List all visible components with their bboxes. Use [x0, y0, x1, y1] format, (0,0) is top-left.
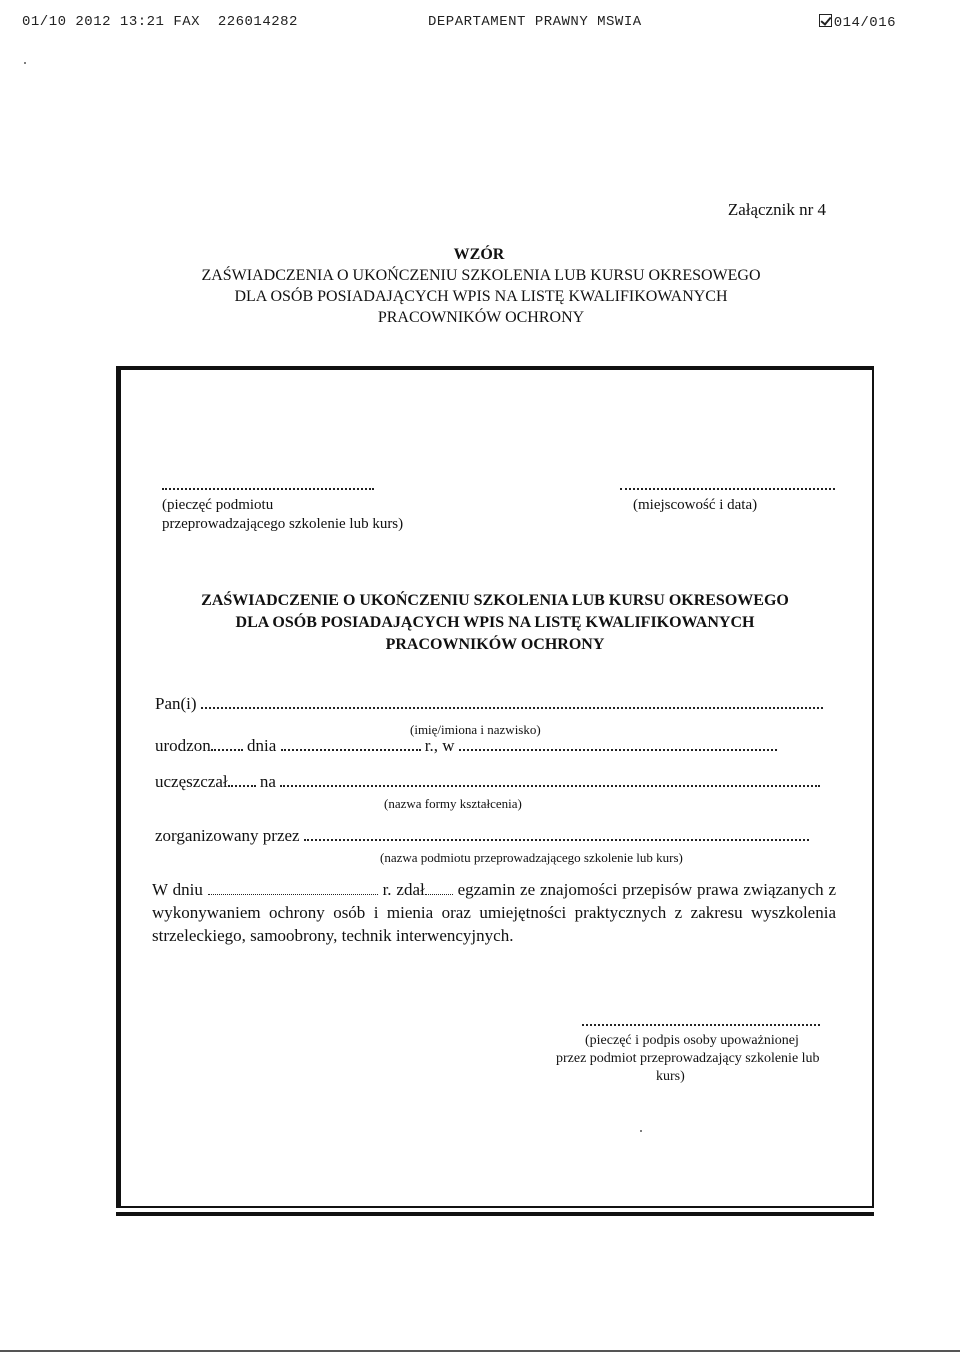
place-date-field: [620, 480, 835, 515]
fax-datetime: 01/10 2012 13:21 FAX 226014282: [22, 14, 298, 30]
certificate-title-line-0: ZAŚWIADCZENIE O UKOŃCZENIU SZKOLENIA LUB KURSU OKRESOWEGO: [201, 592, 789, 609]
gender-suffix-field[interactable]: [211, 739, 243, 751]
signature-caption-line3: kurs): [656, 1069, 685, 1084]
attended-suffix-field[interactable]: [228, 775, 256, 787]
checkbox-icon: [819, 14, 832, 27]
name-row: [155, 694, 823, 714]
exam-date-field[interactable]: [208, 883, 378, 895]
scan-speck: [24, 62, 26, 64]
header-line-3: PRACOWNIKÓW OCHRONY: [377, 309, 585, 326]
birth-date-field[interactable]: [281, 739, 421, 751]
birth-place-field[interactable]: [459, 739, 777, 751]
year-label: r., w: [424, 736, 455, 755]
scan-speck: [640, 1130, 642, 1132]
certificate-title: [116, 590, 874, 656]
born-label: urodzon: [155, 736, 211, 755]
scan-bottom-edge: [0, 1350, 960, 1352]
certificate-title-line-2: PRACOWNIKÓW OCHRONY: [385, 636, 605, 653]
stamp-caption-line2: przeprowadzającego szkolenie lub kurs): [162, 516, 404, 532]
header-line-0: WZÓR: [453, 246, 505, 263]
birth-row: [155, 736, 777, 756]
document-header: [0, 244, 960, 328]
place-date-dotted-line: [620, 480, 835, 490]
signature-caption-line1: (pieczęć i podpis osoby upoważnionej: [585, 1033, 799, 1048]
exam-text: egzamin ze znajomości przepisów prawa związanych z wykonywaniem ochrony osób i mienia oraz umiejętności praktycznych z zakresu wyszkolenia strzeleckiego, samoobrony, technik interwencyjnych.: [152, 880, 837, 945]
training-caption: (nazwa formy kształcenia): [384, 796, 522, 811]
fax-page-counter: [819, 14, 896, 31]
attended-label: uczęszczał: [155, 772, 228, 791]
training-form-field[interactable]: [280, 775, 820, 787]
certificate-title-line-1: DLA OSÓB POSIADAJĄCYCH WPIS NA LISTĘ KWALIFIKOWANYCH: [235, 614, 755, 631]
on-label: na: [259, 772, 276, 791]
fax-header: [22, 14, 896, 36]
pan-label: Pan(i): [155, 694, 197, 713]
exam-paragraph: [152, 878, 836, 947]
stamp-dotted-line: [162, 480, 374, 490]
fax-department: DEPARTAMENT PRAWNY MSWIA: [428, 14, 642, 30]
organizer-field[interactable]: [304, 829, 809, 841]
header-line-2: DLA OSÓB POSIADAJĄCYCH WPIS NA LISTĘ KWALIFIKOWANYCH: [234, 288, 728, 305]
passed-suffix-field[interactable]: [425, 883, 453, 895]
day-label: dnia: [246, 736, 277, 755]
organizer-row: [155, 826, 809, 846]
frame-left-border: [116, 366, 121, 1208]
name-field[interactable]: [201, 697, 823, 709]
passed-label: r. zdał: [382, 880, 425, 899]
place-date-caption: (miejscowość i data): [633, 497, 758, 513]
signature-block: [556, 1016, 856, 1086]
attended-row: [155, 772, 820, 792]
organized-label: zorganizowany przez: [155, 826, 300, 845]
stamp-caption-line1: (pieczęć podmiotu: [162, 497, 274, 513]
organizer-caption: (nazwa podmiotu przeprowadzającego szkolenie lub kurs): [380, 850, 683, 865]
signature-caption-line2: przez podmiot przeprowadzający szkolenie lub: [556, 1051, 820, 1066]
signature-dotted-line[interactable]: [582, 1016, 820, 1026]
name-caption: (imię/imiona i nazwisko): [410, 722, 541, 737]
stamp-field-left: [162, 480, 403, 534]
on-day-label: W dniu: [152, 880, 203, 899]
header-line-1: ZAŚWIADCZENIA O UKOŃCZENIU SZKOLENIA LUB KURSU OKRESOWEGO: [201, 267, 761, 284]
fax-page-number: 014/016: [833, 15, 896, 31]
attachment-label: Załącznik nr 4: [727, 200, 826, 219]
